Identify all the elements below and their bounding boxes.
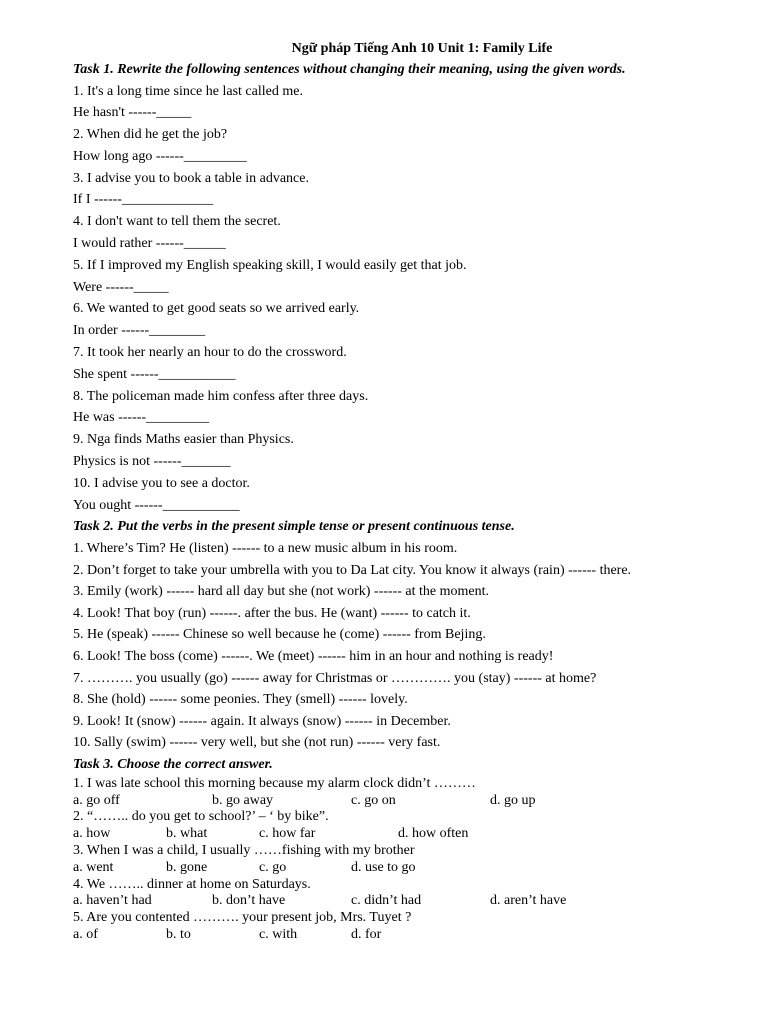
document-title: Ngữ pháp Tiếng Anh 10 Unit 1: Family Life bbox=[291, 41, 553, 56]
answer-option: a. how bbox=[73, 826, 111, 842]
exercise-line: Physics is not ------_______ bbox=[73, 454, 231, 470]
exercise-line: 9. Look! It (snow) ------ again. It always (snow) ------ in December. bbox=[73, 713, 451, 729]
exercise-line: 8. She (hold) ------ some peonies. They (smell) ------ lovely. bbox=[73, 692, 408, 708]
answer-option: a. went bbox=[73, 859, 114, 875]
answer-option: b. gone bbox=[166, 859, 208, 875]
answer-option: a. haven’t had bbox=[73, 893, 152, 909]
answer-option: b. what bbox=[166, 826, 208, 842]
exercise-line: 5. If I improved my English speaking skill, I would easily get that job. bbox=[73, 257, 467, 273]
exercise-line: 1. It's a long time since he last called me. bbox=[73, 83, 303, 99]
exercise-line: 3. I advise you to book a table in advance. bbox=[73, 170, 309, 186]
exercise-line: 4. Look! That boy (run) ------. after the bus. He (want) ------ to catch it. bbox=[73, 605, 471, 621]
exercise-line: 10. I advise you to see a doctor. bbox=[73, 475, 250, 491]
exercise-line: 1. Where’s Tim? He (listen) ------ to a new music album in his room. bbox=[73, 540, 458, 556]
exercise-line: 7. ………. you usually (go) ------ away for Christmas or …………. you (stay) ------ at home? bbox=[73, 670, 597, 686]
answer-options bbox=[73, 793, 733, 810]
answer-option: c. with bbox=[259, 927, 298, 943]
answer-option: c. didn’t had bbox=[351, 893, 422, 909]
exercise-line: 2. Don’t forget to take your umbrella with you to Da Lat city. You know it always (rain) ------ there. bbox=[73, 562, 632, 578]
answer-options bbox=[73, 860, 733, 877]
answer-option: d. aren’t have bbox=[490, 893, 567, 909]
exercise-line: 2. When did he get the job? bbox=[73, 127, 228, 143]
exercise-line: 6. We wanted to get good seats so we arrived early. bbox=[73, 301, 360, 317]
exercise-line: How long ago ------_________ bbox=[73, 148, 247, 164]
task3-heading: Task 3. Choose the correct answer. bbox=[73, 756, 273, 772]
task2-heading: Task 2. Put the verbs in the present simple tense or present continuous tense. bbox=[73, 519, 515, 535]
answer-option: c. how far bbox=[259, 826, 316, 842]
exercise-line: 6. Look! The boss (come) ------. We (meet) ------ him in an hour and nothing is ready! bbox=[73, 648, 554, 664]
task3-list bbox=[73, 776, 733, 944]
answer-options bbox=[73, 826, 733, 843]
answer-option: d. how often bbox=[398, 826, 469, 842]
exercise-line: 10. Sally (swim) ------ very well, but she (not run) ------ very fast. bbox=[73, 735, 441, 751]
exercise-line: 8. The policeman made him confess after three days. bbox=[73, 388, 369, 404]
exercise-line: In order ------________ bbox=[73, 323, 206, 339]
question-text: 4. We …….. dinner at home on Saturdays. bbox=[73, 876, 311, 892]
answer-option: b. to bbox=[166, 927, 191, 943]
exercise-line: Were ------_____ bbox=[73, 279, 169, 295]
exercise-line: I would rather ------______ bbox=[73, 236, 226, 252]
task1-list bbox=[73, 81, 733, 517]
answer-option: b. go away bbox=[212, 792, 274, 808]
exercise-line: 9. Nga finds Maths easier than Physics. bbox=[73, 432, 294, 448]
question-text: 1. I was late school this morning because my alarm clock didn’t ……… bbox=[73, 775, 476, 791]
question-text: 2. “…….. do you get to school?’ – ‘ by bike”. bbox=[73, 809, 329, 825]
answer-option: c. go bbox=[259, 859, 287, 875]
question-text: 3. When I was a child, I usually ……fishing with my brother bbox=[73, 843, 415, 859]
answer-option: a. go off bbox=[73, 792, 120, 808]
answer-option: c. go on bbox=[351, 792, 396, 808]
exercise-line: 3. Emily (work) ------ hard all day but she (not work) ------ at the moment. bbox=[73, 584, 489, 600]
exercise-line: He was ------_________ bbox=[73, 410, 210, 426]
exercise-line: She spent ------___________ bbox=[73, 366, 236, 382]
question-text: 5. Are you contented ………. your present job, Mrs. Tuyet ? bbox=[73, 910, 412, 926]
task1-heading: Task 1. Rewrite the following sentences without changing their meaning, using the given words. bbox=[73, 62, 626, 77]
answer-options bbox=[73, 927, 733, 944]
answer-options bbox=[73, 893, 733, 910]
exercise-line: He hasn't ------_____ bbox=[73, 105, 192, 121]
answer-option: d. use to go bbox=[351, 859, 416, 875]
exercise-line: 4. I don't want to tell them the secret. bbox=[73, 214, 281, 230]
answer-option: d. for bbox=[351, 927, 382, 943]
answer-option: d. go up bbox=[490, 792, 536, 808]
answer-option: a. of bbox=[73, 927, 98, 943]
answer-option: b. don’t have bbox=[212, 893, 286, 909]
exercise-line: 5. He (speak) ------ Chinese so well because he (come) ------ from Bejing. bbox=[73, 627, 486, 643]
exercise-line: You ought ------___________ bbox=[73, 497, 240, 513]
document-page bbox=[73, 39, 733, 944]
task2-list bbox=[73, 538, 733, 754]
exercise-line: 7. It took her nearly an hour to do the crossword. bbox=[73, 345, 347, 361]
exercise-line: If I ------_____________ bbox=[73, 192, 213, 208]
